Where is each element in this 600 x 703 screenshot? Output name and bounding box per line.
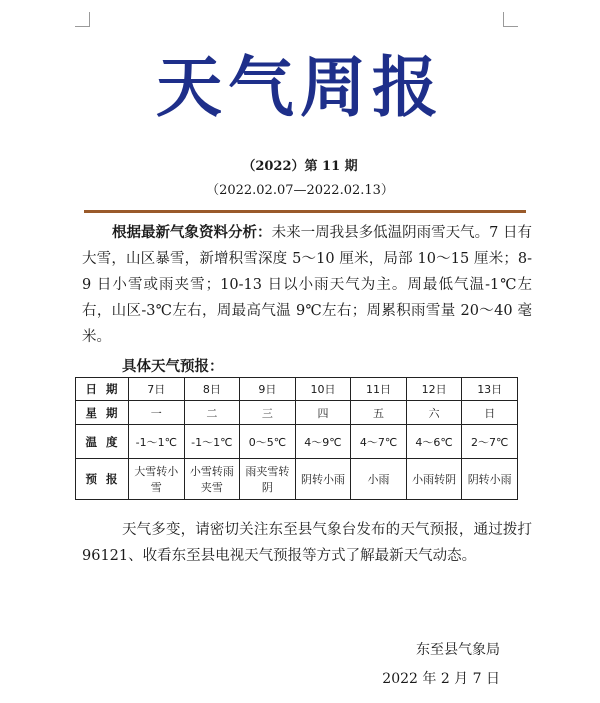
- cell-forecast: 阴转小雨: [462, 459, 518, 500]
- cell-weekday: 日: [462, 401, 518, 425]
- margin-corner-mark-left: [75, 12, 90, 27]
- issue-number: （2022）第 11 期: [242, 159, 358, 174]
- cell-weekday: 四: [295, 401, 351, 425]
- cell-temperature: -1～1℃: [129, 425, 185, 459]
- issuer-name: 东至县气象局: [416, 642, 500, 658]
- cell-forecast: 小雪转雨夹雪: [184, 459, 240, 500]
- page-title: 天气周报: [156, 49, 444, 126]
- margin-corner-mark-right: [503, 12, 518, 27]
- cell-forecast: 小雨: [351, 459, 407, 500]
- cell-forecast: 雨夹雪转阴: [240, 459, 296, 500]
- cell-weekday: 二: [184, 401, 240, 425]
- cell-temperature: -1～1℃: [184, 425, 240, 459]
- row-temperature: [76, 425, 518, 459]
- row-forecast: [76, 459, 518, 500]
- date-range: （2022.02.07—2022.02.13）: [206, 183, 394, 198]
- cell-date: 9日: [240, 378, 296, 401]
- cell-date: 10日: [295, 378, 351, 401]
- cell-temperature: 0～5℃: [240, 425, 296, 459]
- cell-date: 8日: [184, 378, 240, 401]
- title-divider: [84, 210, 526, 213]
- forecast-table: [75, 377, 518, 500]
- cell-date: 12日: [406, 378, 462, 401]
- analysis-body: 未来一周我县多低温阴雨雪天气。7 日有大雪，山区暴雪，新增积雪深度 5～10 厘米，局部 10～15 厘米；8-9 日小雪或雨夹雪；10-13 日以小雨天气为主。周最低气温-1℃左右，山区-3℃左右，周最高气温 9℃左右；周累积雨雪量 20～40 毫米。: [82, 225, 532, 345]
- cell-weekday: 六: [406, 401, 462, 425]
- cell-weekday: 五: [351, 401, 407, 425]
- cell-temperature: 2～7℃: [462, 425, 518, 459]
- issue-date: 2022 年 2 月 7 日: [382, 671, 500, 687]
- row-label-temperature: 温度: [76, 425, 129, 459]
- cell-forecast: 阴转小雨: [295, 459, 351, 500]
- row-weekday: [76, 401, 518, 425]
- row-date: [76, 378, 518, 401]
- cell-weekday: 三: [240, 401, 296, 425]
- cell-forecast: 大雪转小雪: [129, 459, 185, 500]
- row-label-date: 日期: [76, 378, 129, 401]
- analysis-paragraph: [82, 220, 532, 350]
- analysis-lead: 根据最新气象资料分析：: [112, 224, 272, 241]
- cell-temperature: 4～7℃: [351, 425, 407, 459]
- cell-weekday: 一: [129, 401, 185, 425]
- cell-date: 7日: [129, 378, 185, 401]
- cell-temperature: 4～6℃: [406, 425, 462, 459]
- row-label-weekday: 星期: [76, 401, 129, 425]
- notice-paragraph: 天气多变，请密切关注东至县气象台发布的天气预报，通过拨打 96121、收看东至县电视天气预报等方式了解最新天气动态。: [82, 522, 532, 564]
- forecast-section-title: 具体天气预报：: [122, 358, 224, 375]
- cell-date: 11日: [351, 378, 407, 401]
- cell-date: 13日: [462, 378, 518, 401]
- cell-temperature: 4～9℃: [295, 425, 351, 459]
- row-label-forecast: 预报: [76, 459, 129, 500]
- cell-forecast: 小雨转阴: [406, 459, 462, 500]
